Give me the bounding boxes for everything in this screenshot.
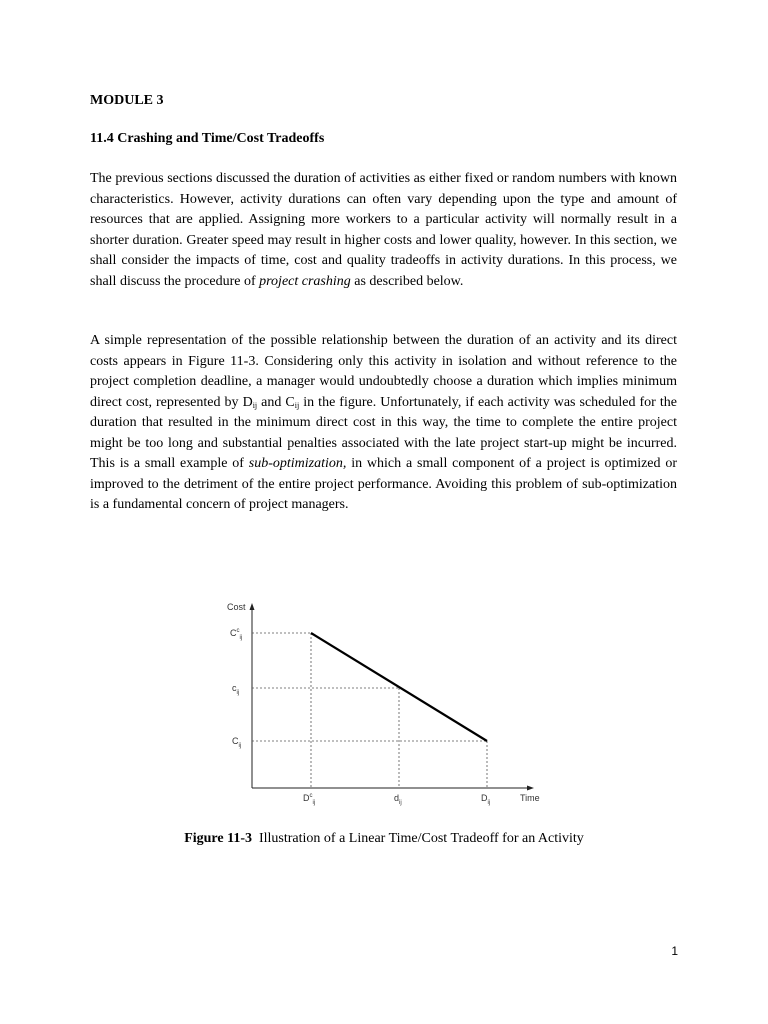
paragraph-1-text-b: as described below.: [350, 273, 464, 289]
page-number: 1: [671, 944, 678, 958]
y-tick-mid-cost: $c_{ij}$: [232, 683, 240, 696]
y-axis-arrow: [250, 603, 255, 610]
x-axis-label: Time: [520, 793, 540, 803]
figure-caption-label: Figure 11-3: [184, 831, 252, 846]
sub-optimization-term: sub-optimization,: [248, 456, 347, 471]
paragraph-1-text-a: The previous sections discussed the duration of activities as either fixed or random numbers with known characteristics. However, activity durations can often vary depending upon the type and amount of resources that are applied. Assigning more workers to a particular activity will normally result in a shorter duration. Greater speed may result in higher costs and lower quality, however. In this section, we shall consider the impacts of time, cost and quality tradeoffs in activity durations. In this process, we shall discuss the procedure of: [90, 171, 677, 289]
paragraph-2: [90, 331, 677, 516]
x-axis-arrow: [527, 786, 534, 791]
x-tick-normal-duration: $D_{ij}$: [481, 793, 491, 806]
paragraph-2-text-a: A simple representation of the possible relationship between the duration of an activity and its direct costs appears in Figure 11-3. Considering only this activity in isolation and without reference to the project completion deadline, a manager would undoubtedly choose a duration which implies minimum direct cost, represented by D: [90, 333, 677, 410]
module-heading: MODULE 3: [90, 93, 164, 108]
paragraph-1: [90, 169, 677, 292]
paragraph-2-text-b: in the figure. Unfortunately, if each activity was scheduled for the duration that resulted in the minimum direct cost in this way, the time to complete the entire project might be too long and substantial penalties associated with the late project start-up might be incurred. This is a small example of: [90, 394, 677, 471]
paragraph-2-text-and: and C: [257, 394, 295, 410]
time-cost-figure: [210, 595, 560, 820]
figure-caption-text: Illustration of a Linear Time/Cost Tradeoff for an Activity: [258, 831, 584, 846]
project-crashing-term: project crashing: [259, 273, 351, 289]
x-tick-crash-duration: $D^c_{ij}$: [303, 793, 316, 806]
x-tick-mid-duration: $d_{ij}$: [394, 793, 402, 806]
y-axis-label: Cost: [227, 602, 246, 612]
paragraph-2-text-c: in which a small component of a project is optimized or improved to the detriment of the entire project performance. Avoiding this problem of sub-optimization is a fundamental concern of project managers.: [90, 456, 678, 512]
subscript-ij: ij: [294, 400, 300, 410]
y-tick-crash-cost: $C^c_{ij}$: [230, 628, 243, 641]
figure-caption: [0, 831, 768, 847]
time-cost-diagram: [210, 595, 560, 815]
subscript-ij: ij: [252, 400, 258, 410]
y-tick-normal-cost: $C_{ij}$: [232, 736, 242, 749]
section-heading: 11.4 Crashing and Time/Cost Tradeoffs: [90, 131, 325, 146]
